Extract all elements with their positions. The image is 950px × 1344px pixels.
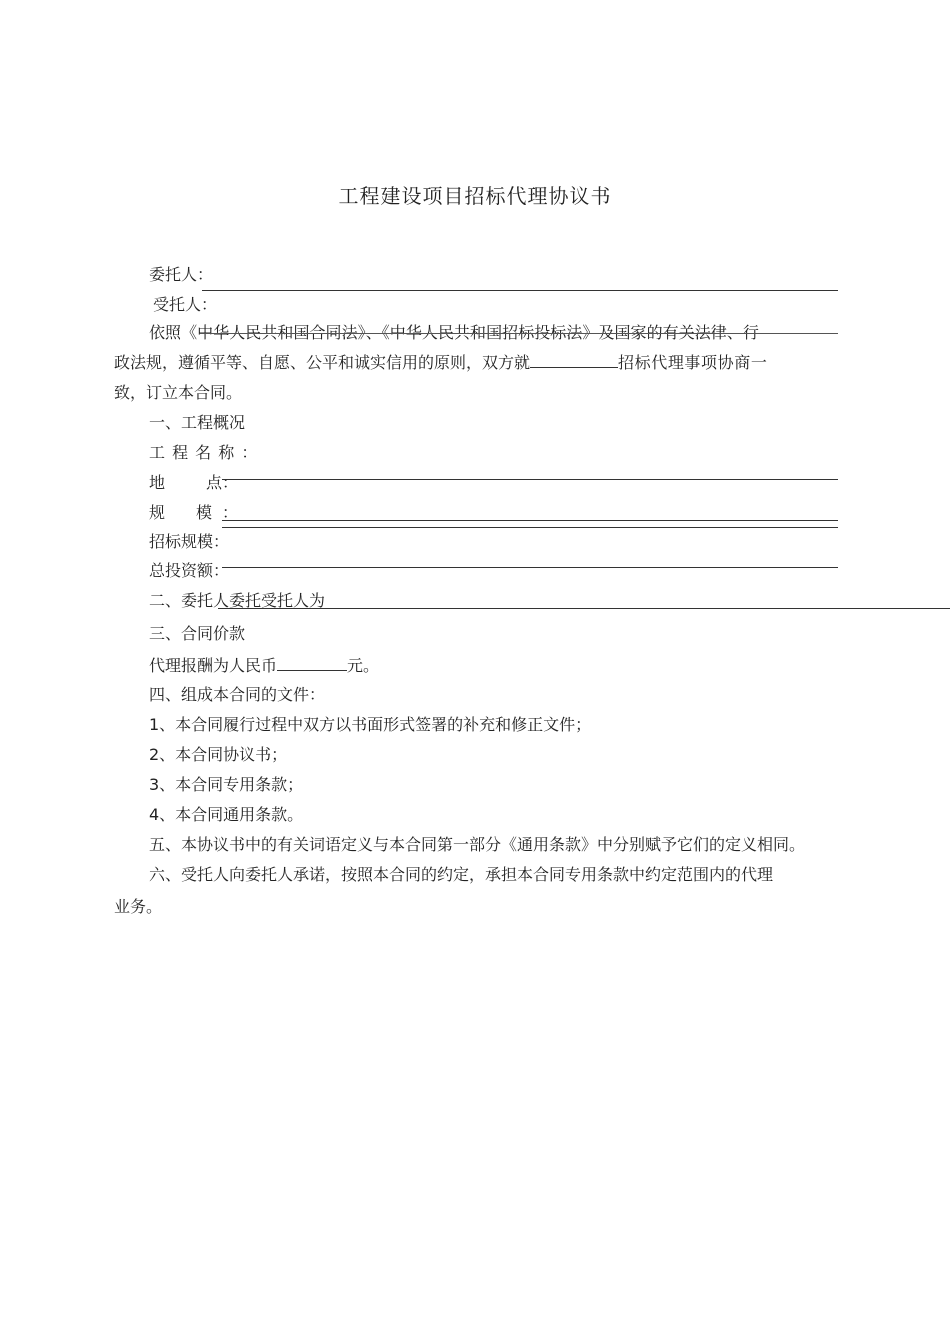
location-label-b: 点：	[206, 473, 239, 492]
list-item-1: 1、本合同履行过程中双方以书面形式签署的补充和修正文件；	[149, 715, 592, 734]
scale-label-c: ：	[222, 503, 239, 522]
sec2-blank[interactable]	[218, 608, 950, 609]
para1-line2	[114, 352, 767, 374]
sec1-heading: 一、工程概况	[149, 413, 246, 432]
delegator-blank[interactable]	[202, 290, 838, 291]
bid-scale-label: 招标规模：	[149, 532, 230, 551]
investment-label: 总投资额：	[149, 561, 230, 580]
sec4-heading: 四、组成本合同的文件：	[149, 685, 326, 704]
scale-blank[interactable]	[222, 520, 838, 521]
scale-blank-2	[222, 527, 838, 528]
scale-label-b: 模	[196, 503, 213, 522]
list-item-3: 3、本合同专用条款；	[149, 775, 304, 794]
project-blank[interactable]	[530, 352, 618, 368]
para1-line3: 致，订立本合同。	[114, 383, 243, 402]
fee-text-b: 元。	[347, 656, 380, 675]
fee-text-a: 代理报酬为人民币	[149, 656, 278, 675]
strike-line	[200, 333, 838, 334]
sec2-text: 二、委托人委托受托人为	[149, 591, 326, 610]
fee-blank[interactable]	[277, 655, 347, 671]
scale-label-a: 规	[149, 503, 166, 522]
project-name-label: 工 程 名 称 ：	[149, 443, 259, 462]
fee-line	[149, 655, 379, 677]
list-item-2: 2、本合同协议书；	[149, 745, 288, 764]
list-item-4: 4、本合同通用条款。	[149, 805, 304, 824]
para1-line2-text-a: 政法规，遵循平等、自愿、公平和诚实信用的原则，双方就	[114, 353, 531, 372]
para1-line1-text: 依照《中华人民共和国合同法》、《中华人民共和国招标投标法》及国家的有关法律、行	[149, 323, 759, 342]
location-label-a: 地	[149, 473, 166, 492]
sec5-text: 五、本协议书中的有关词语定义与本合同第一部分《通用条款》中分别赋予它们的定义相同。	[149, 835, 806, 854]
agent-label: 受托人：	[153, 295, 218, 314]
document-title: 工程建设项目招标代理协议书	[338, 184, 612, 208]
sec3-heading: 三、合同价款	[149, 624, 246, 643]
sec6-line2: 业务。	[114, 897, 163, 916]
location-blank[interactable]	[222, 479, 838, 480]
delegator-label: 委托人：	[149, 265, 214, 284]
para1-line2-text-b: 招标代理事项协商一	[618, 353, 768, 372]
sec6-line1: 六、受托人向委托人承诺，按照本合同的约定，承担本合同专用条款中约定范围内的代理	[149, 865, 774, 884]
investment-blank[interactable]	[222, 567, 838, 568]
